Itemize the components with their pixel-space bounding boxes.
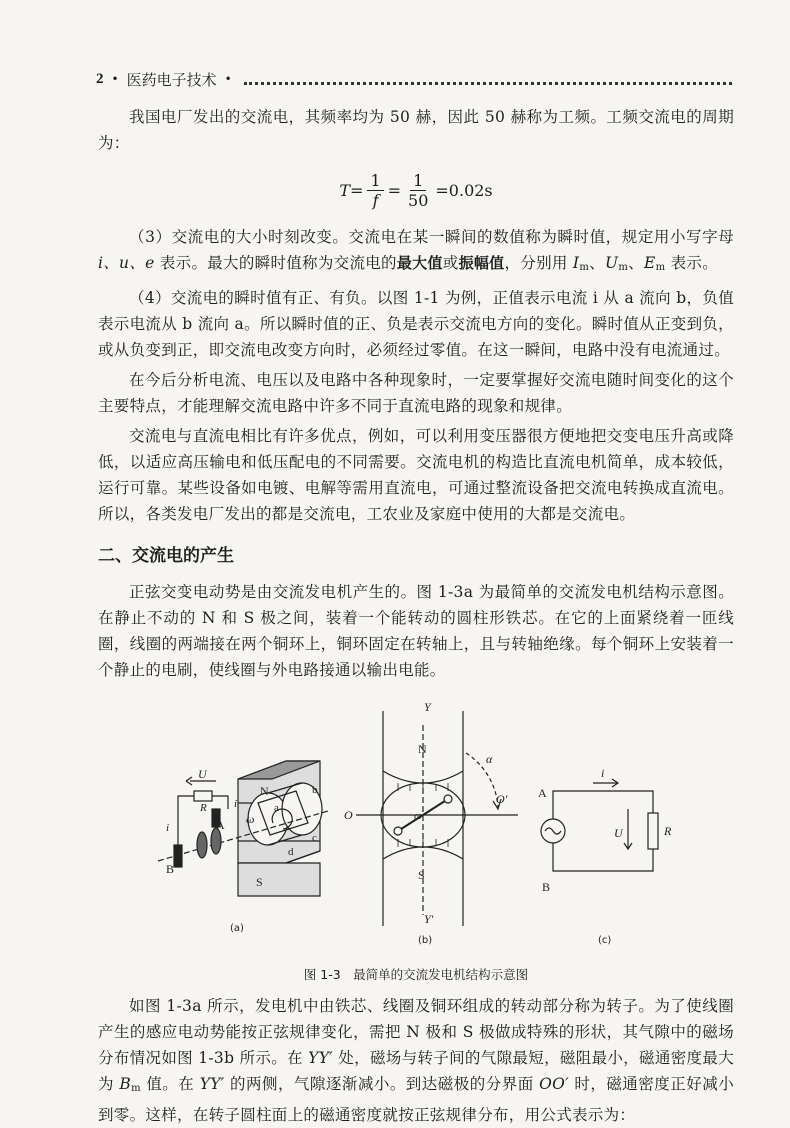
label-B-c: B (542, 880, 551, 894)
label-Y-prime: Y′ (424, 912, 434, 926)
paragraph-5: 在今后分析电流、电压以及电路中各种现象时，一定要掌握好交流电随时间变化的这个主要特点，才能理解交流电路中许多不同于直流电路的现象和规律。 (98, 371, 734, 415)
symbol-YY: YY′ (308, 1049, 334, 1067)
label-U-c: U (614, 826, 623, 840)
text-run: 的两侧，气隙逐渐减小。到达磁极的分界面 (224, 1075, 540, 1093)
symbol-OO: OO′ (539, 1075, 569, 1093)
figure-b (356, 711, 518, 926)
label-a: a (274, 802, 279, 814)
subscript-m: m (655, 262, 666, 273)
subscript-m: m (131, 1083, 141, 1094)
text-run: 值。在 (140, 1075, 200, 1093)
label-O-prime: O′ (496, 792, 508, 806)
figure-caption: 图 1-3 最简单的交流发电机结构示意图 (303, 967, 529, 982)
formula-equals: = (387, 180, 402, 200)
text-run: 处，磁场与转子间的气隙最短，磁阻最小，磁通密度最大为 (98, 1049, 735, 1093)
paragraph-3: （3）交流电的大小时刻改变。交流电在某一瞬间的数值称为瞬时值，规定用小写字母 i、u、e 表示。最大的瞬时值称为交流电的最大值或振幅值，分别用 $I_m$、$U_m$、$E_m$ 表示。 (98, 228, 734, 273)
subscript-m: m (618, 262, 629, 273)
text-run: 或 (442, 254, 459, 272)
term-amplitude: 振幅值 (458, 254, 505, 272)
text-run: 表示。 (665, 254, 719, 272)
paragraph-6: 交流电与直流电相比有许多优点，例如，可以利用变压器很方便地把交变电压升高或降低，以适应高压输电和低压配电的不同需要。交流电机的构造比直流电机简单，成本较低，运行可靠。某些设备如电镀、电解等需用直流电，可通过整流设备把交流电转换成直流电。所以，各类发电厂发出的都是交流电，工农业及家庭中使用的大都是交流电。 (98, 427, 734, 523)
formula-rhs: =0.02s (435, 180, 493, 200)
label-S-b: S (418, 868, 425, 882)
page-body (98, 104, 734, 1128)
symbol-I: I (572, 254, 580, 272)
label-O: O (344, 808, 353, 822)
label-alpha: α (486, 752, 493, 766)
label-U: U (198, 767, 207, 781)
symbol-vars: i、u、e (98, 254, 155, 272)
formula-lhs: T= (339, 180, 364, 200)
page-number: 2 (96, 70, 104, 87)
label-d: d (288, 846, 294, 858)
text-run: 表示。最大的瞬时值称为交流电的 (154, 254, 397, 272)
label-R-c: R (664, 824, 672, 838)
label-B: B (166, 862, 175, 876)
label-S: S (256, 875, 263, 889)
label-A-c: A (538, 786, 547, 800)
text-run: 如图 1-3a 所示，发电机中由铁芯、线圈及铜环组成的转动部分称为转子。为了使线圈产生的感应电动势能按正弦规律变化，需把 N 极和 S 极做成特殊的形状，其气隙中的磁场分布情况如图 1-3b 所示。在 (98, 997, 734, 1067)
label-i-c: i (601, 766, 605, 780)
label-N-b: N (418, 742, 427, 756)
symbol-E: E (643, 254, 656, 272)
paragraph-8 (98, 993, 734, 1128)
symbol-YY: YY′ (199, 1075, 225, 1093)
term-max-value: 最大值 (396, 254, 443, 272)
sublabel-c: (c) (598, 935, 612, 946)
label-c: c (312, 832, 317, 844)
book-title: 医药电子技术 (126, 70, 217, 89)
page-header (96, 66, 732, 92)
frac-numerator: 1 (367, 171, 383, 191)
sublabel-a: (a) (230, 923, 244, 934)
header-dotted-rule (244, 73, 732, 85)
label-i-2: i (234, 798, 238, 810)
figure-a (158, 761, 328, 896)
symbol-U: U (604, 254, 619, 272)
header-bullet: • (111, 72, 119, 86)
period-formula (98, 166, 734, 214)
label-i: i (166, 822, 170, 834)
figure-c (541, 779, 658, 871)
symbol-B: B (119, 1075, 132, 1093)
label-omega: ω (246, 812, 255, 826)
paragraph-7: 正弦交变电动势是由交流发电机产生的。图 1-3a 为最简单的交流发电机结构示意图。在静止不动的 N 和 S 极之间，装着一个能转动的圆柱形铁芯。在它的上面紧绕着一匝线圈，线圈的两端接在两个铜环上，铜环固定在转轴上，且与转轴绝缘。每个铜环上安装着一个静止的电刷，使线圈与外电路接通以输出电能。 (98, 583, 734, 679)
label-A: A (216, 818, 225, 832)
label-Y: Y (424, 700, 431, 714)
section-title: 二、交流电的产生 (98, 546, 234, 566)
header-bullet: • (224, 72, 232, 86)
subscript-m: m (579, 262, 590, 273)
sublabel-b: (b) (418, 935, 433, 946)
label-omega-b: ω (414, 810, 422, 822)
formula-fraction-2 (405, 171, 431, 210)
text-run: 时，磁通密度正好减小到零。这样，在转子圆柱面上的磁通密度就按正弦规律分布，用公式表示为： (98, 1075, 735, 1124)
frac-denominator: f (372, 190, 379, 210)
label-N: N (260, 784, 269, 798)
paragraph-4: （4）交流电的瞬时值有正、有负。以图 1-1 为例，正值表示电流 i 从 a 流向 b，负值表示电流从 b 流向 a。所以瞬时值的正、负是表示交流电方向的变化。瞬时值从正变到负，或从负变到正，即交流电改变方向时，必须经过零值。在这一瞬间，电路中没有电流通过。 (98, 289, 734, 359)
label-R: R (200, 802, 207, 814)
text-run: （3）交流电的大小时刻改变。交流电在某一瞬间的数值称为瞬时值，规定用小写字母 (129, 228, 734, 246)
figure-1-3 (98, 691, 734, 961)
text-run: ，分别用 (504, 254, 573, 272)
generator-diagram (98, 691, 734, 961)
frac-numerator: 1 (410, 171, 426, 191)
paragraph-intro: 我国电厂发出的交流电，其频率均为 50 赫，因此 50 赫称为工频。工频交流电的周期为： (98, 108, 734, 152)
label-b: b (312, 784, 318, 796)
formula-fraction-1 (367, 171, 383, 210)
frac-denominator: 50 (408, 190, 429, 210)
